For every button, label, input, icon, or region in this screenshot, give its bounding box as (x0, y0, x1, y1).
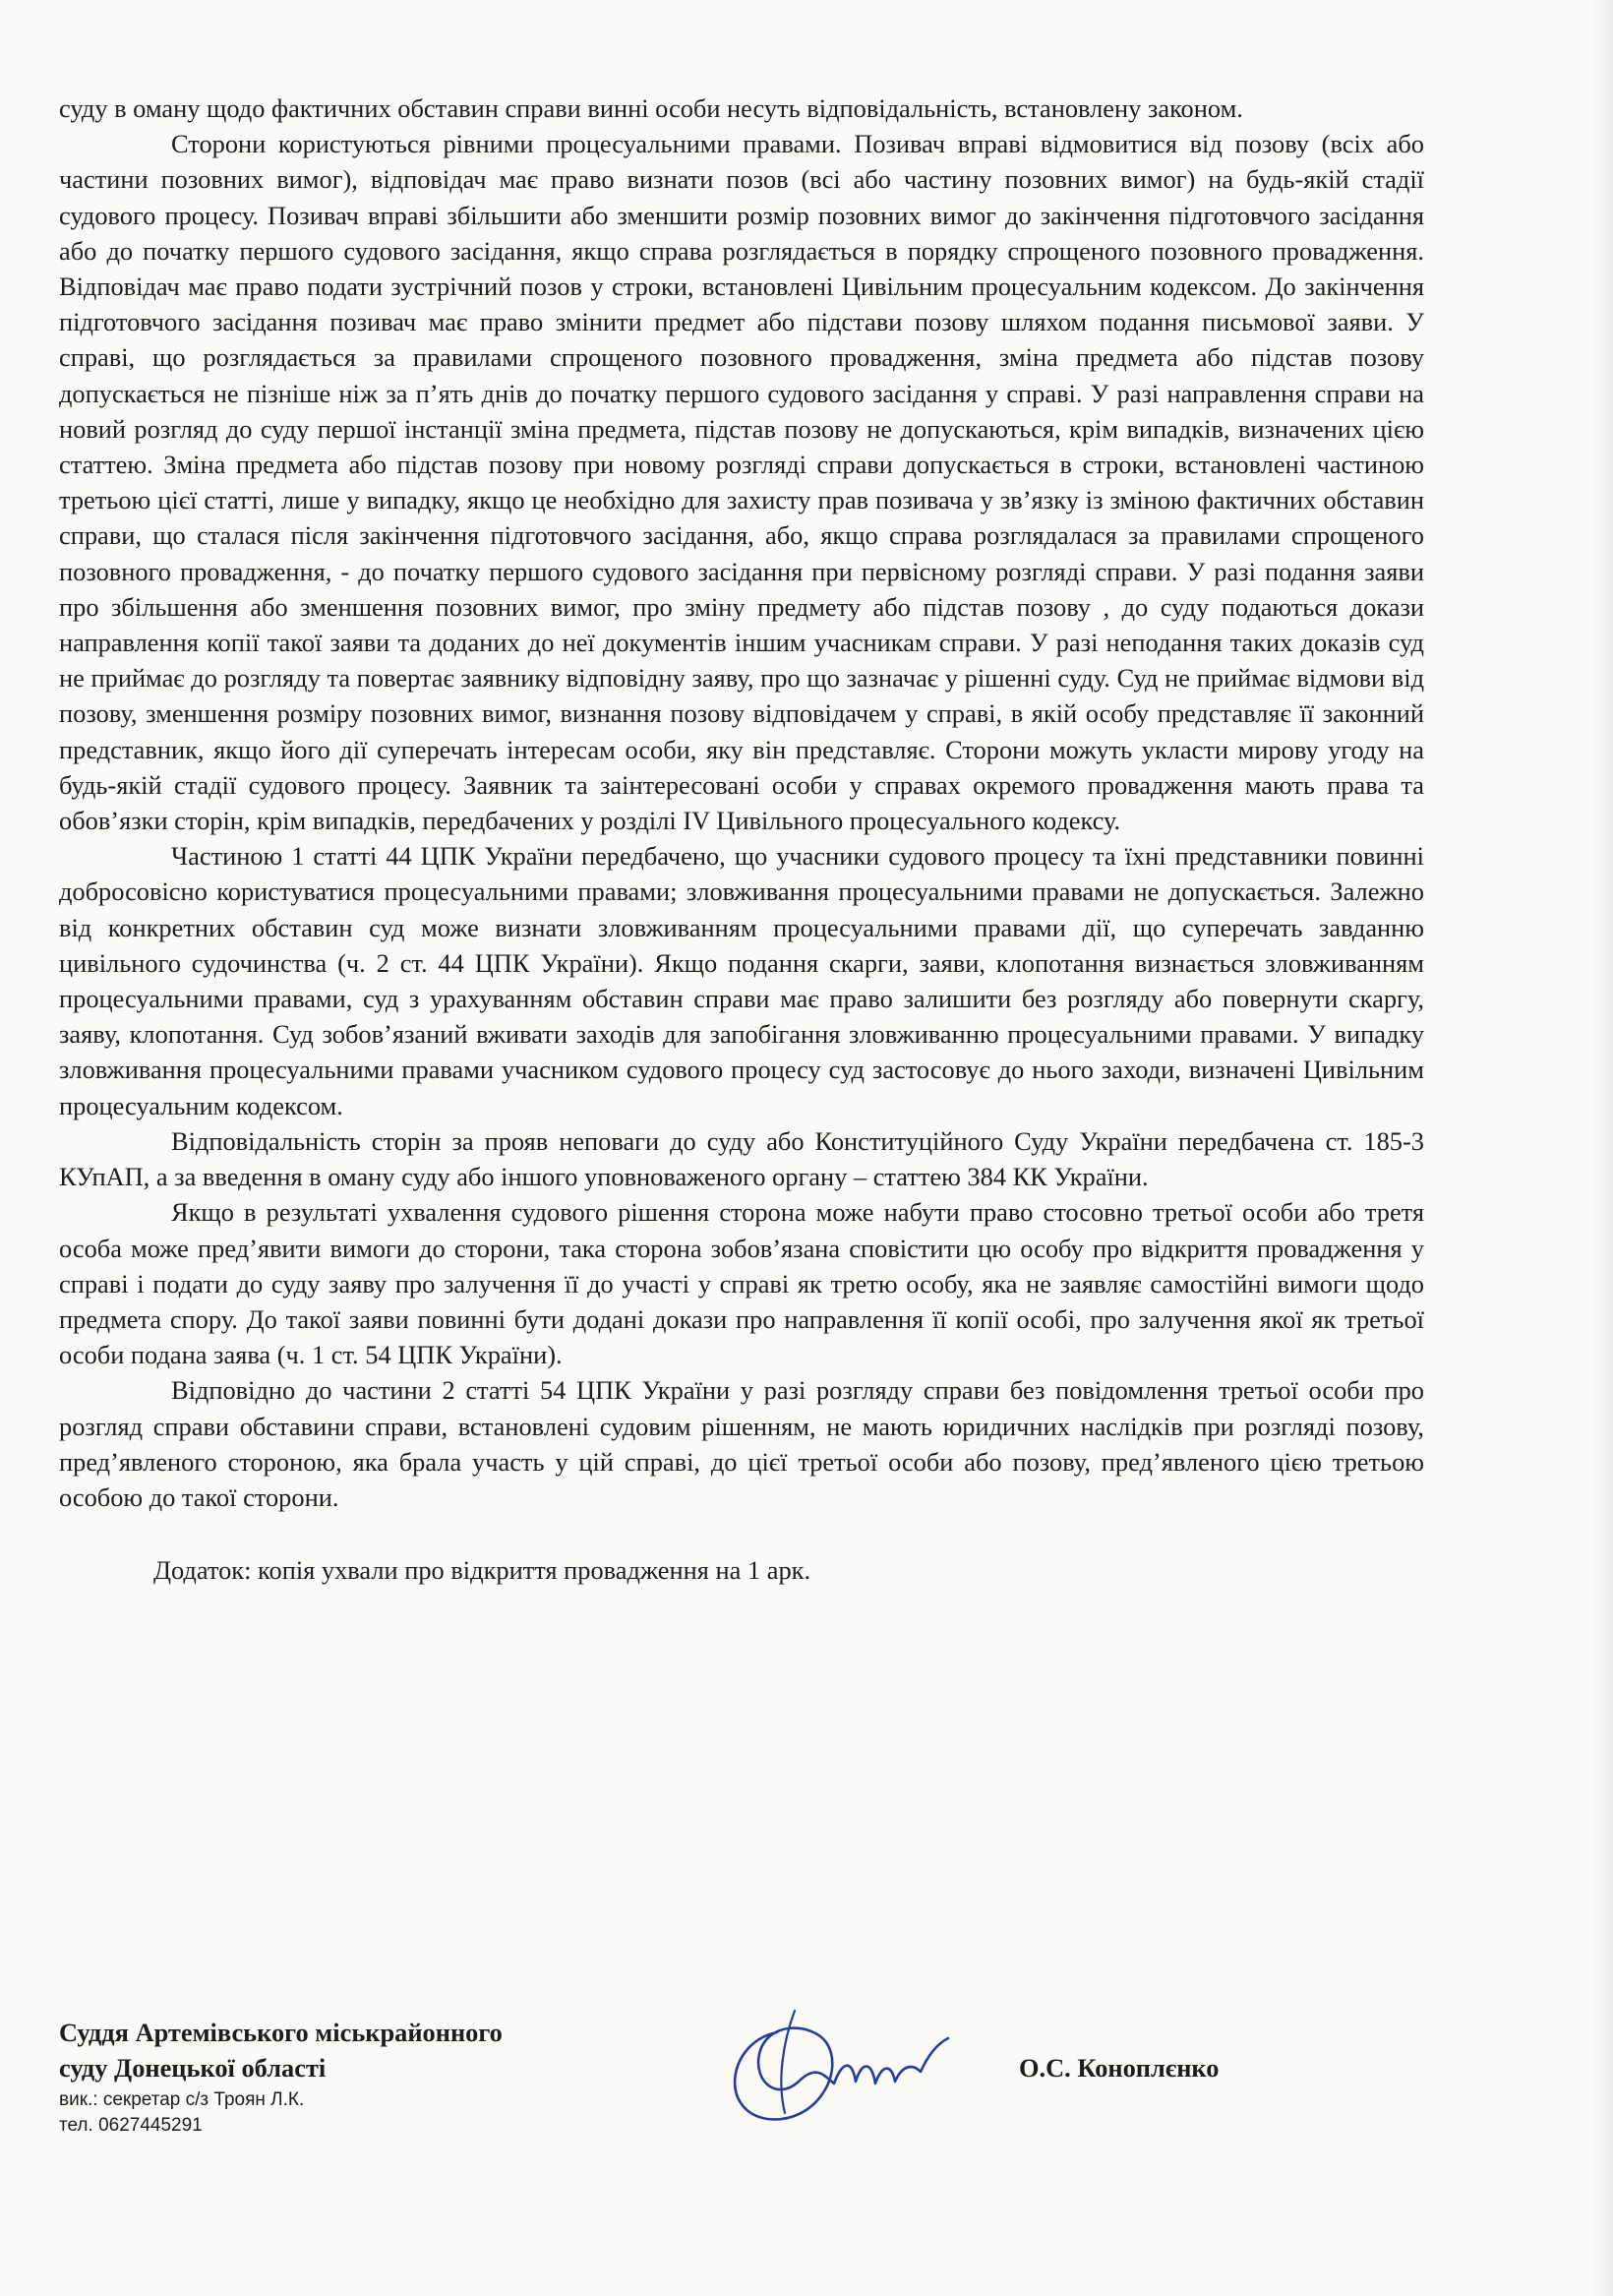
paragraph-5: Якщо в результаті ухвалення судового рішення сторона може набути право стосовно третьої особи або третя особа може пред’явити вимоги до сторони, така сторона зобов’язана сповістити цю особу про відкриття провадження у справі і подати до суду заяву про залучення її до участі у справі як третю особу, яка не заявляє самостійні вимоги щодо предмета спору. До такої заяви повинні бути додані докази про направлення її копії особі, про залучення якої як третьої особи подана заява (ч. 1 ст. 54 ЦПК України). (59, 1197, 1424, 1370)
paragraph-3: Частиною 1 статті 44 ЦПК України передбачено, що учасники судового процесу та їхні представники повинні добросовісно користуватися процесуальними правами; зловживання процесуальними правами не допускається. Залежно від конкретних обставин суд може визнати зловживанням процесуальними правами дії, що суперечать завданню цивільного судочинства (ч. 2 ст. 44 ЦПК України). Якщо подання скарги, заяви, клопотання визнається зловживанням процесуальними правами, суд з урахуванням обставин справи має право залишити без розгляду або повернути скаргу, заяву, клопотання. Суд зобов’язаний вживати заходів для запобігання зловживанню процесуальними правами. У випадку зловживання процесуальними правами учасником судового процесу суд застосовує до нього заходи, визначені Цивільним процесуальним кодексом. (59, 841, 1424, 1120)
judge-title-line-2: суду Донецької області (59, 2053, 327, 2084)
phone-note: тел. 0627445291 (59, 2115, 203, 2136)
paragraph-1: суду в оману щодо фактичних обставин справи винні особи несуть відповідальність, встановлену законом. (59, 93, 1243, 123)
paragraph-4: Відповідальність сторін за прояв неповаги до суду або Конституційного Суду України передбачена ст. 185-3 КУпАП, а за введення в оману суду або іншого уповноваженого органу – статтею 384 КК України. (59, 1125, 1424, 1192)
judge-title-line-1: Суддя Артемівського міськрайонного (59, 2018, 503, 2047)
document-body (59, 91, 1424, 1588)
executor-note: вик.: секретар с/з Троян Л.К. (59, 2089, 305, 2110)
judge-name: О.С. Коноплєнко (1019, 2053, 1220, 2083)
judge-title (59, 2015, 503, 2085)
paragraph-6: Відповідно до частини 2 статті 54 ЦПК України у разі розгляду справи без повідомлення третьої особи про розгляд справи обставини справи, встановлені судовим рішенням, не мають юридичних наслідків при розгляді позову, пред’явленого стороною, яка брала участь у цій справі, до цієї третьої особи або позову, пред’явленого цією третьою особою до такої сторони. (59, 1375, 1424, 1512)
page-edge-shadow (1593, 0, 1613, 2296)
signature-block (59, 2015, 1424, 2211)
paragraph-2: Сторони користуються рівними процесуальними правами. Позивач вправі відмовитися від позову (всіх або частини позовних вимог), відповідач має право визнати позов (всі або частину позовних вимог) на будь-якій стадії судового процесу. Позивач вправі збільшити або зменшити розмір позовних вимог до закінчення підготовчого засідання або до початку першого судового засідання, якщо справа розглядається в порядку спрощеного позовного провадження. Відповідач має право подати зустрічний позов у строки, встановлені Цивільним процесуальним кодексом. До закінчення підготовчого засідання позивач має право змінити предмет або підстави позову шляхом подання письмової заяви. У справі, що розглядається за правилами спрощеного позовного провадження, зміна предмета або підстав позову допускається не пізніше ніж за п’ять днів до початку першого судового засідання у справі. У разі направлення справи на новий розгляд до суду першої інстанції зміна предмета, підстав позову не допускаються, крім випадків, визначених цією статтею. Зміна предмета або підстав позову при новому розгляді справи допускається в строки, встановлені частиною третьою цієї статті, лише у випадку, якщо це необхідно для захисту прав позивача у зв’язку із зміною фактичних обставин справи, що сталася після закінчення підготовчого засідання, або, якщо справа розглядалася за правилами спрощеного позовного провадження, - до початку першого судового засідання при первісному розгляді справи. У разі подання заяви про збільшення або зменшення позовних вимог, про зміну предмету або підстав позову , до суду подаються докази направлення копії такої заяви та доданих до неї документів іншим учасникам справи. У разі неподання таких доказів суд не приймає до розгляду та повертає заявнику відповідну заяву, про що зазначає у рішенні суду. Суд не приймає відмови від позову, зменшення розміру позовних вимог, визнання позову відповідачем у справі, в якій особу представляє її законний представник, якщо його дії суперечать інтересам особи, яку він представляє. Сторони можуть укласти мирову угоду на будь-якій стадії судового процесу. Заявник та заінтересовані особи у справах окремого провадження мають права та обов’язки сторін, крім випадків, передбачених у розділі IV Цивільного процесуального кодексу. (59, 129, 1424, 836)
appendix-note: Додаток: копія ухвали про відкриття провадження на 1 арк. (153, 1555, 811, 1586)
handwritten-signature (708, 2003, 1003, 2131)
